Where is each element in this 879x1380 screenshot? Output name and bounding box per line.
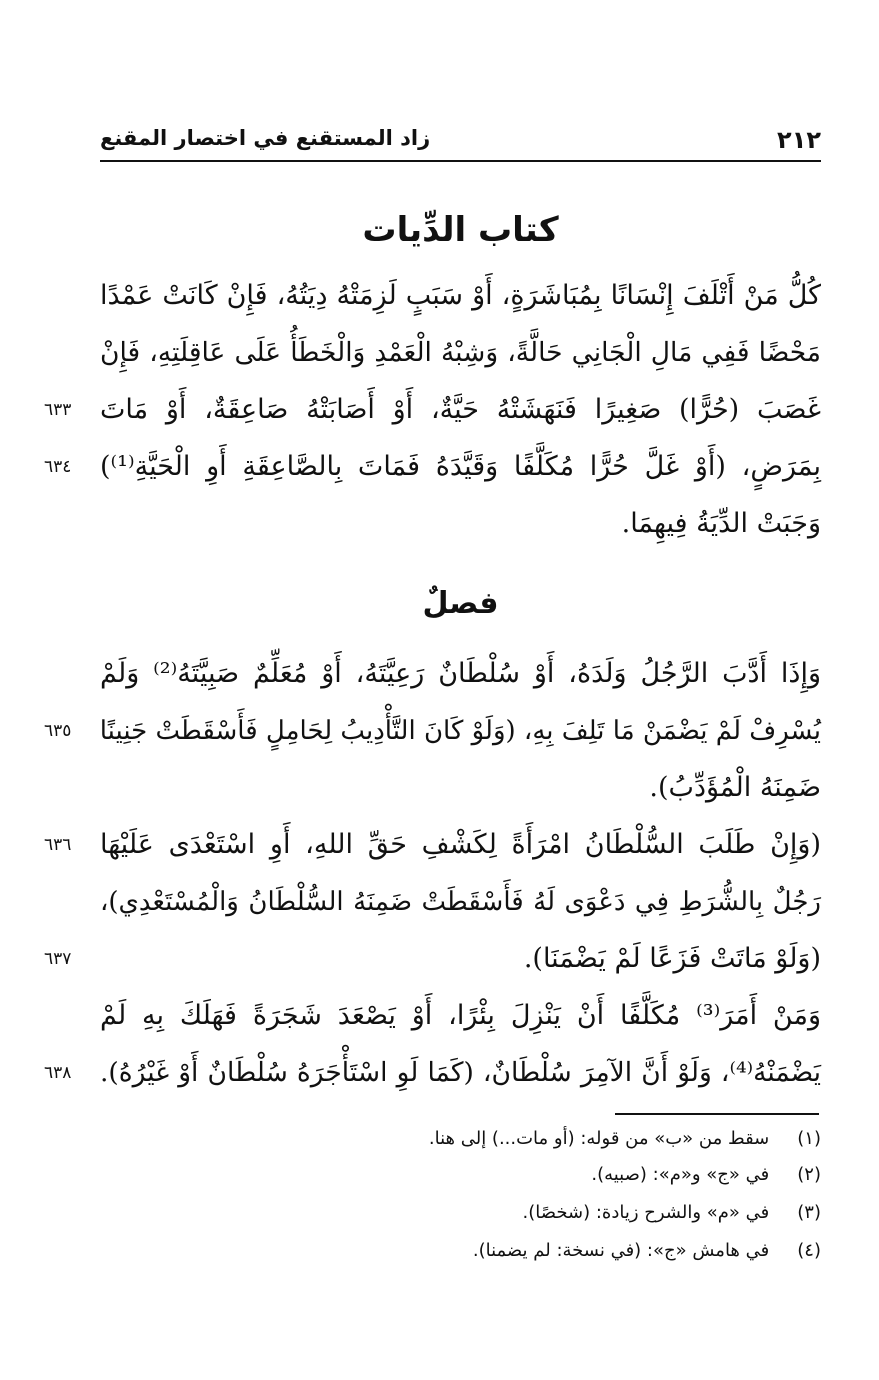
text-line: وَجَبَتْ الدِّيَةُ فِيهِمَا.	[621, 508, 821, 539]
text-line: رَجُلٌ بِالشُّرَطِ فِي دَعْوَى لَهُ فَأَسْقَطَتْ ضَمِنَهُ السُّلْطَانُ وَالْمُسْتَعْدِي)،	[100, 887, 821, 917]
footnote-text: في «ج» و«م»: (صبيه).	[591, 1164, 770, 1185]
footnote-text: في «م» والشرح زيادة: (شخصًا).	[522, 1202, 770, 1223]
hadith-number: ٦٣٤	[44, 457, 72, 477]
text-line: (وَلَوْ مَاتَتْ فَزَعًا لَمْ يَضْمَنَا).	[523, 943, 821, 974]
text-line: يَضْمَنْهُ⁽⁴⁾، وَلَوْ أَنَّ الآمِرَ سُلْطَانٌ، (كَمَا لَوِ اسْتَأْجَرَهُ سُلْطَانٌ أَوْ غَيْرُهُ).	[100, 1057, 821, 1088]
hadith-number: ٦٣٥	[44, 721, 72, 741]
text-line: (وَإِنْ طَلَبَ السُّلْطَانُ امْرَأَةً لِكَشْفِ حَقِّ اللهِ، أَوِ اسْتَعْدَى عَلَيْهَا	[100, 829, 821, 860]
page-number: ٢١٢	[777, 126, 821, 154]
hadith-number: ٦٣٦	[44, 835, 72, 855]
footnote-text: سقط من «ب» من قوله: (أو مات...) إلى هنا.	[428, 1128, 770, 1149]
footnote-separator	[615, 1113, 819, 1115]
footnote-marker: (١)	[797, 1128, 821, 1149]
text-line: كُلُّ مَنْ أَتْلَفَ إِنْسَانًا بِمُبَاشَرَةٍ، أَوْ سَبَبٍ لَزِمَتْهُ دِيَتُهُ، فَإِنْ كَانَتْ عَمْدًا	[100, 280, 821, 311]
text-line: وَإِذَا أَدَّبَ الرَّجُلُ وَلَدَهُ، أَوْ سُلْطَانٌ رَعِيَّتَهُ، أَوْ مُعَلِّمٌ صَبِيَّتَهُ⁽²⁾ وَلَمْ	[100, 658, 821, 689]
footnote-marker: (٢)	[797, 1164, 821, 1185]
text-line: غَصَبَ (حُرًّا) صَغِيرًا فَنَهَشَتْهُ حَيَّةٌ، أَوْ أَصَابَتْهُ صَاعِقَةٌ، أَوْ مَاتَ	[100, 394, 821, 425]
running-header	[100, 120, 821, 162]
text-line: مَحْضًا فَفِي مَالِ الْجَانِي حَالَّةً، وَشِبْهُ الْعَمْدِ وَالْخَطَأُ عَلَى عَاقِلَتِهِ، فَإِنْ	[100, 337, 821, 368]
section-title: فصلٌ	[422, 586, 499, 621]
text-line: يُسْرِفْ لَمْ يَضْمَنْ مَا تَلِفَ بِهِ، (وَلَوْ كَانَ التَّأْدِيبُ لِحَامِلٍ فَأَسْقَطَتْ جَنِينًا	[99, 716, 821, 746]
footnote-marker: (٣)	[797, 1202, 821, 1223]
footnote	[100, 1198, 821, 1228]
footnote	[100, 1124, 821, 1154]
hadith-number: ٦٣٧	[44, 949, 72, 969]
text-line: بِمَرَضٍ، (أَوْ غَلَّ حُرًّا مُكَلَّفًا وَقَيَّدَهُ فَمَاتَ بِالصَّاعِقَةِ أَوِ الْحَيَّةِ⁽¹⁾)	[100, 451, 821, 482]
footnote-text: في هامش «ج»: (في نسخة: لم يضمنا).	[472, 1240, 770, 1261]
text-line: وَمَنْ أَمَرَ⁽³⁾ مُكَلَّفًا أَنْ يَنْزِلَ بِئْرًا، أَوْ يَصْعَدَ شَجَرَةً فَهَلَكَ بِهِ لَمْ	[100, 1000, 821, 1031]
hadith-number: ٦٣٣	[44, 400, 72, 420]
footnote-marker: (٤)	[797, 1240, 821, 1261]
footnote	[100, 1160, 821, 1190]
hadith-number: ٦٣٨	[44, 1063, 72, 1083]
chapter-title: كتاب الدِّيات	[362, 210, 559, 250]
footnote	[100, 1236, 821, 1266]
book-title: زاد المستقنع في اختصار المقنع	[100, 126, 431, 150]
text-line: ضَمِنَهُ الْمُؤَدِّبُ).	[649, 772, 821, 803]
